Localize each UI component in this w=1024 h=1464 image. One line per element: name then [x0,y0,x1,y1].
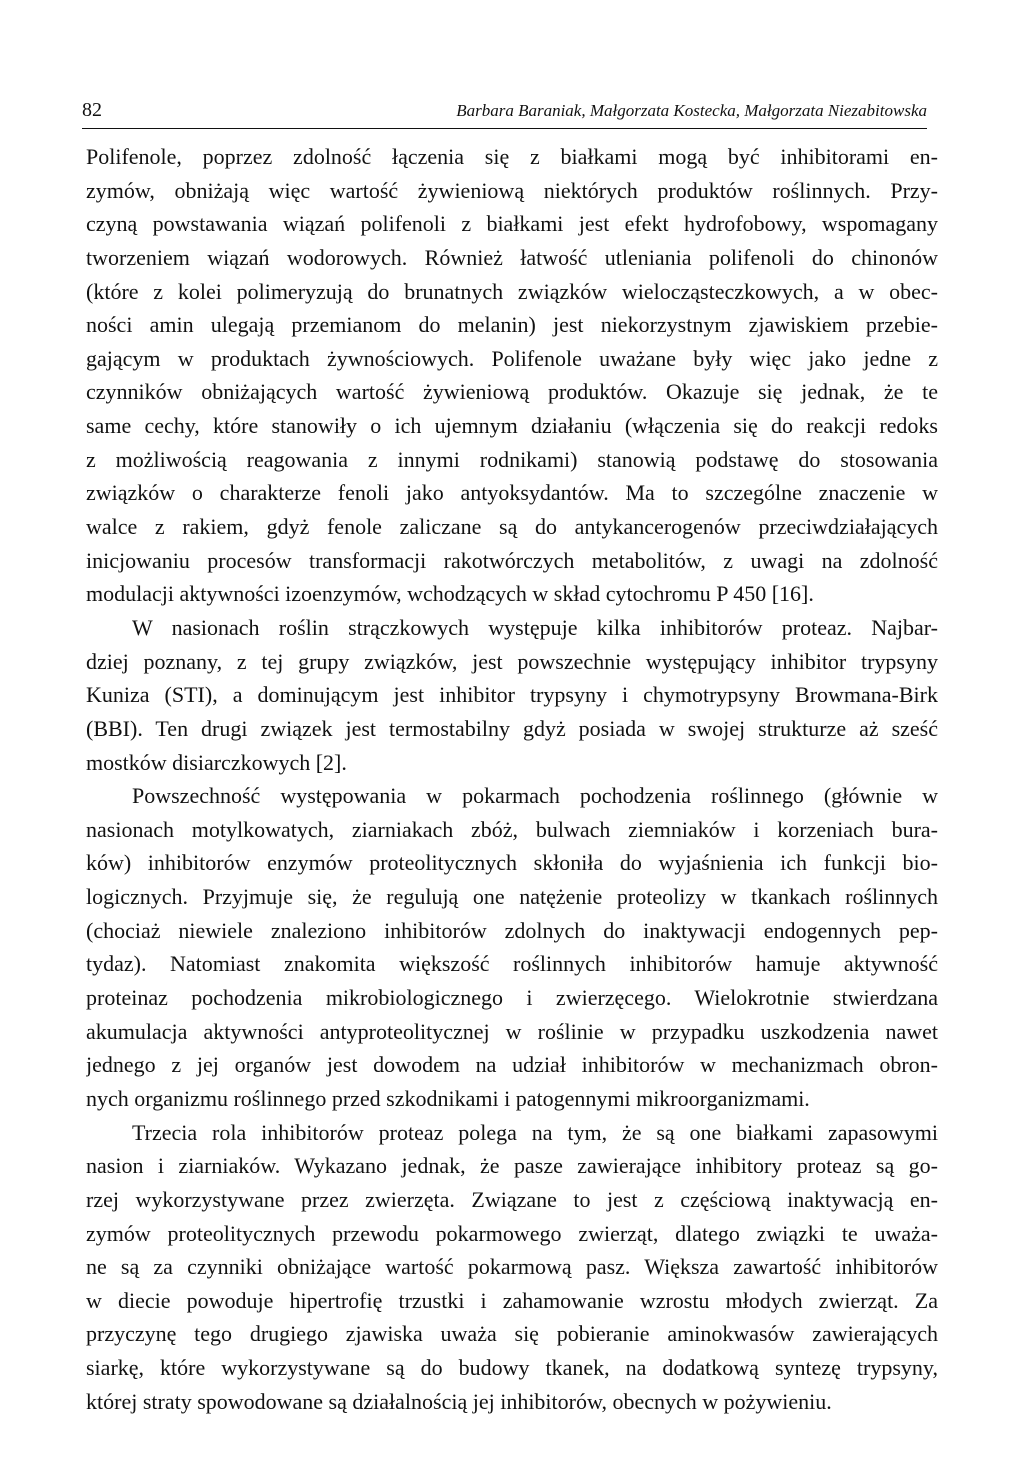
text-line: tydaz). Natomiast znakomita większość roślinnych inhibitorów hamuje aktywność [86,951,938,977]
page-number: 82 [82,99,102,121]
text-line: której straty spowodowane są działalnością jej inhibitorów, obecnych w pożywieniu. [86,1388,832,1414]
text-line: modulacji aktywności izoenzymów, wchodzących w skład cytochromu P 450 [16]. [86,581,814,607]
text-line: proteinaz pochodzenia mikrobiologicznego i zwierzęcego. Wielokrotnie stwierdzana [86,985,938,1011]
text-line: Kuniza (STI), a dominującym jest inhibitor trypsyny i chymotrypsyny Browmana-Birk [86,682,938,708]
paragraph-biological-function [86,779,938,1115]
text-line: nasion i ziarniaków. Wykazano jednak, że pasze zawierające inhibitory proteaz są go- [86,1153,938,1179]
text-line: Powszechność występowania w pokarmach pochodzenia roślinnego (głównie w [132,783,938,809]
text-line: (chociaż niewiele znaleziono inhibitorów zdolnych do inaktywacji endogennych pep- [86,917,938,943]
text-line: inicjowaniu procesów transformacji rakotwórczych metabolitów, z uwagi na zdolność [86,547,938,573]
text-line: walce z rakiem, gdyż fenole zaliczane są do antykancerogenów przeciwdziałających [86,514,938,540]
text-line: gającym w produktach żywnościowych. Polifenole uważane były więc jako jedne z [86,345,938,371]
text-line: ności amin ulegają przemianom do melanin) jest niekorzystnym zjawiskiem przebie- [86,312,938,338]
text-line: przyczynę tego drugiego zjawiska uważa się pobieranie aminokwasów zawierających [86,1321,938,1347]
text-line: W nasionach roślin strączkowych występuje kilka inhibitorów proteaz. Najbar- [132,614,938,640]
paragraph-polyphenols [86,140,938,611]
text-line: zymów proteolitycznych przewodu pokarmowego zwierząt, dlatego związki te uważa- [86,1220,938,1246]
body-text [86,140,938,1418]
text-line: siarkę, które wykorzystywane są do budowy tkanek, na dodatkową syntezę trypsyny, [86,1355,938,1381]
text-line: mostków disiarczkowych [2]. [86,749,347,775]
text-line: rzej wykorzystywane przez zwierzęta. Związane to jest z częściową inaktywacją en- [86,1186,938,1212]
text-line: dziej poznany, z tej grupy związków, jest powszechnie występujący inhibitor trypsyny [86,648,938,674]
text-line: związków o charakterze fenoli jako antyoksydantów. Ma to szczególne znaczenie w [86,480,938,506]
text-line: same cechy, które stanowiły o ich ujemnym działaniu (włączenia się do reakcji redoks [86,413,938,439]
text-line: nasionach motylkowatych, ziarniakach zbóż, bulwach ziemniaków i korzeniach bura- [86,816,938,842]
text-line: z możliwością reagowania z innymi rodnikami) stanowią podstawę do stosowania [86,446,938,472]
paragraph-protease-inhibitors [86,611,938,779]
text-line: jednego z jej organów jest dowodem na udział inhibitorów w mechanizmach obron- [86,1052,938,1078]
text-line: tworzeniem wiązań wodorowych. Również łatwość utleniania polifenoli do chinonów [86,244,938,270]
text-line: Polifenole, poprzez zdolność łączenia się z białkami mogą być inhibitorami en- [86,144,938,169]
running-head-authors: Barbara Baraniak, Małgorzata Kostecka, Małgorzata Niezabitowska [456,101,927,120]
text-line: ne są za czynniki obniżające wartość pokarmową pasz. Większa zawartość inhibitorów [86,1254,938,1280]
text-line: (które z kolei polimeryzują do brunatnych związków wielocząsteczkowych, a w obec- [86,278,938,304]
page-header [82,96,927,129]
text-line: logicznych. Przyjmuje się, że regulują one natężenie proteolizy w tkankach roślinnych [86,884,938,910]
text-line: akumulacja aktywności antyproteolitycznej w roślinie w przypadku uszkodzenia nawet [86,1018,938,1044]
text-line: (BBI). Ten drugi związek jest termostabilny gdyż posiada w swojej strukturze aż sześć [86,715,938,741]
text-line: nych organizmu roślinnego przed szkodnikami i patogennymi mikroorganizmami. [86,1085,810,1111]
text-line: ków) inhibitorów enzymów proteolitycznych skłoniła do wyjaśnienia ich funkcji bio- [86,850,938,876]
text-line: w diecie powoduje hipertrofię trzustki i zahamowanie wzrostu młodych zwierząt. Za [86,1287,938,1313]
text-line: zymów, obniżają więc wartość żywieniową niektórych produktów roślinnych. Przy- [86,177,938,203]
text-line: Trzecia rola inhibitorów proteaz polega na tym, że są one białkami zapasowymi [132,1119,938,1145]
text-line: czyną powstawania wiązań polifenoli z białkami jest efekt hydrofobowy, wspomagany [86,211,938,237]
text-line: czynników obniżających wartość żywieniową produktów. Okazuje się jednak, że te [86,379,938,405]
paragraph-storage-proteins [86,1116,938,1419]
